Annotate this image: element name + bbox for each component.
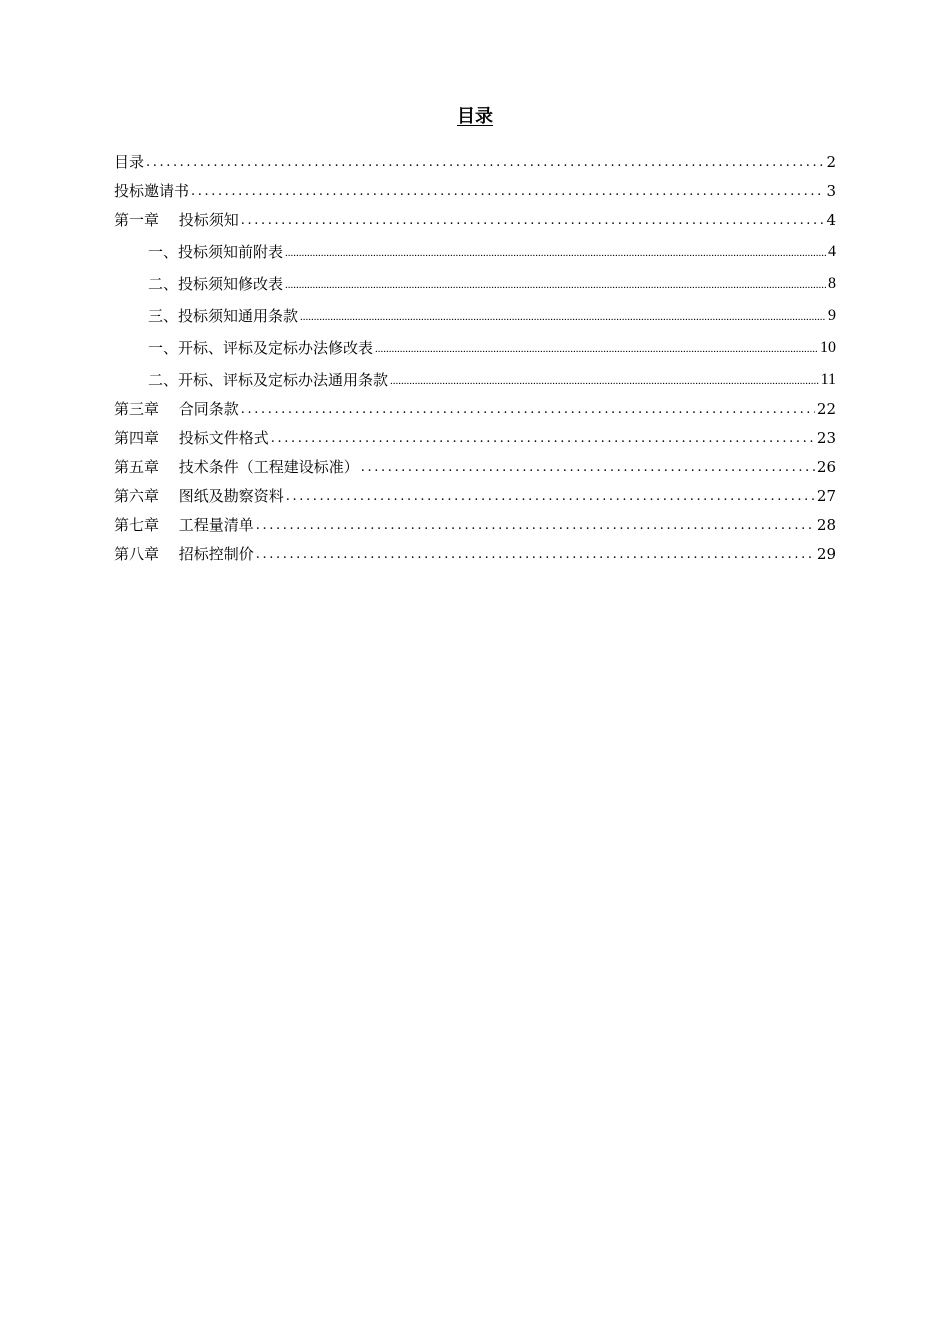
toc-dot-leader [256,516,815,536]
toc-entry-page: 27 [816,487,836,505]
toc-entry-label: 投标邀请书 [114,182,190,200]
toc-dot-leader [256,545,815,565]
toc-entry-chapter-1[interactable] [114,202,836,231]
toc-entry-page: 4 [826,211,836,229]
toc-entry-chapter-6[interactable] [114,478,836,507]
toc-entry-label: 第四章 投标文件格式 [114,429,269,447]
toc-dot-leader [241,400,815,420]
toc-dot-leader [146,153,824,173]
toc-entry-chapter-3[interactable] [114,391,836,420]
toc-entry-label: 第八章 招标控制价 [114,545,254,563]
toc-entry-section-1-1[interactable] [114,231,836,263]
toc-entry-page: 10 [820,339,836,356]
toc-entry-label: 二、开标、评标及定标办法通用条款 [148,371,389,389]
toc-entry-page: 11 [820,371,836,388]
toc-entry-section-1-3[interactable] [114,295,836,327]
toc-dot-leader [285,275,826,295]
toc-dot-leader [241,211,825,231]
toc-dot-leader [375,339,818,359]
toc-entry-label: 第五章 技术条件（工程建设标准） [114,458,359,476]
toc-entry-chapter-7[interactable] [114,507,836,536]
toc-entry-label: 一、开标、评标及定标办法修改表 [148,339,374,357]
toc-entry-page: 23 [816,429,836,447]
toc-entry-label: 目录 [114,153,145,171]
toc-entry-page: 26 [816,458,836,476]
toc-dot-leader [271,429,815,449]
toc-entry-page: 8 [828,275,836,292]
toc-dot-leader [191,182,824,202]
toc-entry-page: 22 [816,400,836,418]
toc-entry-label: 三、投标须知通用条款 [148,307,299,325]
toc-entry-page: 2 [826,153,836,171]
toc-entry-label: 第一章 投标须知 [114,211,239,229]
toc-entry-page: 4 [828,243,836,260]
toc-title: 目录 [457,106,493,127]
toc-dot-leader [390,371,819,391]
toc-dot-leader [286,487,815,507]
toc-entry-toc[interactable] [114,144,836,173]
toc-entry-section-2-1[interactable] [114,327,836,359]
toc-entry-page: 29 [816,545,836,563]
toc-entry-page: 9 [828,307,836,324]
toc-entry-label: 第三章 合同条款 [114,400,239,418]
toc-entry-label: 二、投标须知修改表 [148,275,284,293]
toc-entry-page: 28 [816,516,836,534]
toc-entry-section-2-2[interactable] [114,359,836,391]
toc-entry-label: 第六章 图纸及勘察资料 [114,487,284,505]
toc-entry-section-1-2[interactable] [114,263,836,295]
toc-dot-leader [285,243,826,263]
toc-entry-label: 一、投标须知前附表 [148,243,284,261]
toc-entry-chapter-4[interactable] [114,420,836,449]
toc-entry-chapter-8[interactable] [114,536,836,565]
toc-dot-leader [300,307,826,327]
toc-entry-invitation[interactable] [114,173,836,202]
toc-entry-page: 3 [826,182,836,200]
toc-entry-chapter-5[interactable] [114,449,836,478]
toc-dot-leader [361,458,815,478]
toc-list [114,144,836,565]
toc-entry-label: 第七章 工程量清单 [114,516,254,534]
